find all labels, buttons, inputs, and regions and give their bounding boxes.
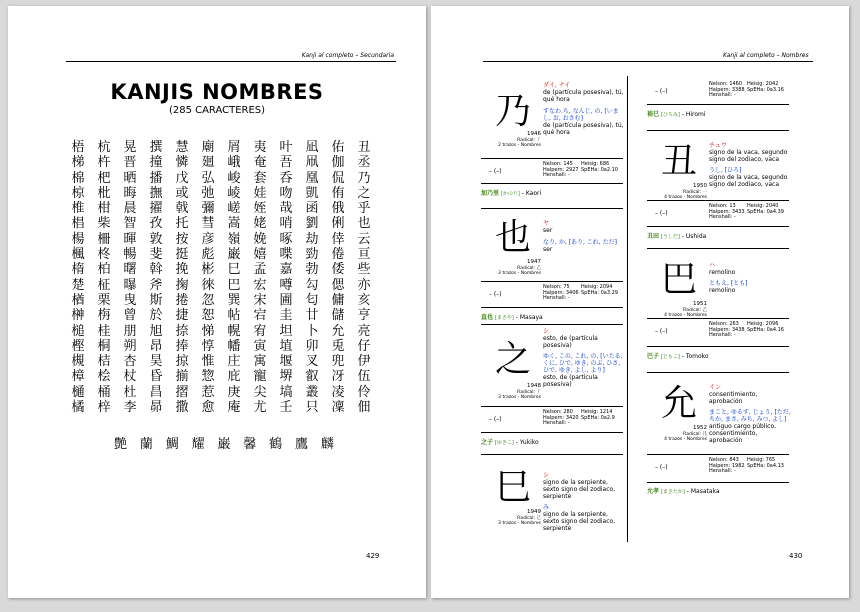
kun-meaning: remolino — [709, 287, 736, 294]
on-reading: ハ — [709, 262, 716, 269]
kanji-glyph: 丑 — [660, 141, 697, 182]
divider — [647, 226, 789, 227]
kun-meaning: signo de la vaca, segundo signo del zodiaco, vaca — [709, 174, 788, 188]
code-value: – (–) — [489, 416, 502, 423]
kun-reading: まこと, ゆるす, じょう, [ただ, ちか, まさ, みち, みつ, よし] — [709, 409, 791, 423]
divider — [647, 248, 789, 249]
kanji-glyph: 巳 — [494, 467, 531, 508]
kanji-column: 丑丞乃之乎也云亘些亦亥亨亮仔伊伍伶佃 — [357, 140, 371, 416]
kanji-entry — [647, 248, 789, 360]
kanji-column: 屑峨峻崚嵯嵩嶺巌巳巴巽帖幌幡庄庇庚庵 — [227, 140, 241, 416]
kanji-column: 晃晋晒晦晨智暉暢曙曝曳曾朋朔杏杖杜李 — [123, 140, 137, 416]
name-example: 允孝 [まさたか] - Masataka — [647, 488, 720, 495]
readings — [709, 142, 791, 188]
header-rule — [483, 61, 813, 62]
kanji-cell: 鷹 — [295, 437, 309, 452]
divider — [647, 372, 789, 373]
left-page-header: Kanji al completo – Secundaria — [301, 52, 394, 59]
on-reading: チュウ — [709, 142, 727, 149]
on-meaning: consentimiento, aprobación — [709, 391, 758, 405]
kanji-cell: 蘭 — [139, 437, 153, 452]
on-reading: ダイ, ナイ — [543, 82, 571, 89]
divider — [647, 104, 789, 105]
kanji-glyph: 乃 — [494, 91, 531, 132]
right-page — [431, 6, 849, 598]
on-meaning: signo de la serpiente, sexto signo del zodiaco, serpiente — [543, 479, 616, 500]
readings — [709, 262, 791, 294]
name-example: 丑田 [うしだ] - Ushida — [647, 233, 707, 240]
on-meaning: esto, de (partícula posesiva) — [543, 335, 598, 349]
kun-reading: ともえ, [とも] — [709, 280, 748, 287]
page-number: 430 — [789, 552, 803, 560]
kanji-column: 慧憐戊或戟托按挺挽掬捲捷捺捧掠揃摺撒 — [175, 140, 189, 416]
left-page — [8, 6, 426, 598]
kun-reading: すなわ.ち, なんじ, の, [いまし, お, おさむ] — [543, 108, 619, 122]
kanji-cell: 麟 — [320, 437, 334, 452]
kanji-column: 夷奄套娃姪姥娩嬉孟宏宋宕宥寅寓寵尖尤 — [253, 140, 267, 416]
readings — [543, 82, 625, 136]
kanji-column: 杭杵杷枇柑柴柵柊柏柾栗栴桂桐桔桧桶梓 — [97, 140, 111, 416]
divider — [481, 208, 623, 209]
readings — [543, 220, 625, 253]
divider — [481, 281, 623, 282]
kanji-meta: 1948 Radical: 丿 3 trazos - Nombres — [498, 383, 541, 400]
kanji-cell: 鶴 — [269, 437, 283, 452]
kanji-glyph: 之 — [494, 339, 531, 380]
dictionary-refs: Nelson: 843 Heisig: 765 Halpern: 1982 SpEHa: 0a4.13 Henshall: - — [709, 457, 784, 474]
kanji-glyph: 允 — [660, 383, 697, 424]
readings — [543, 328, 625, 388]
dictionary-refs: Nelson: 1460 Heisig: 2042 Halpern: 3388 SpEHa: 0a3.16 Henshall: - — [709, 81, 784, 98]
kanji-entry — [647, 130, 789, 242]
kanji-cell: 耀 — [191, 437, 205, 452]
header-rule — [66, 61, 396, 62]
divider — [647, 318, 789, 319]
divider — [647, 130, 789, 131]
kanji-meta: 1950 Radical: 一 4 trazos - Nombres — [664, 183, 707, 200]
dictionary-refs: Nelson: 13 Heisig: 2040 Halpern: 3433 SpEHa: 0a4.39 Henshall: - — [709, 203, 784, 220]
divider — [481, 183, 623, 184]
kanji-glyph: 也 — [494, 217, 531, 258]
divider — [481, 406, 623, 407]
kanji-column: 廟廻弘弛彌彗彦彪彬徠忽恕悌惇惟惣惹愈 — [201, 140, 215, 416]
on-reading: イン — [709, 384, 722, 391]
kanji-entry — [481, 82, 624, 197]
on-reading: シ — [543, 328, 550, 335]
kun-meaning: signo de la serpiente, sexto signo del zodiaco, serpiente — [543, 511, 616, 532]
kun-reading: み — [543, 504, 550, 511]
code-value: – (–) — [489, 168, 502, 175]
dictionary-refs: Nelson: 145 Heisig: 686 Halpern: 2927 SpEHa: 0a2.10 Henshall: - — [543, 161, 618, 178]
dictionary-refs: Nelson: 280 Heisig: 1214 Halpern: 3420 SpEHa: 0a2.9 Henshall: - — [543, 409, 615, 426]
name-example: 裕巳 [ひろみ] - Hiromi — [647, 111, 706, 118]
kanji-column: 梧梯棉椋椎椙楊楓楕楚楢榊槌樫槻樟樋橘 — [71, 140, 85, 416]
page-subtitle: (285 CARACTERES) — [168, 105, 266, 116]
kun-reading: ゆく, この, これ, の, [いたる, くに, ひで, ゆき, のぶ, ひさ, ひで, ゆき, よし, より] — [543, 353, 623, 374]
divider — [481, 324, 623, 325]
on-meaning: ser — [543, 227, 553, 234]
kanji-cell: 鯛 — [165, 437, 179, 452]
divider — [481, 158, 623, 159]
name-example: 之子 [ゆきこ] - Yukiko — [481, 439, 539, 446]
kanji-cell: 巌 — [217, 437, 231, 452]
on-meaning: remolino — [709, 269, 736, 276]
divider — [481, 432, 623, 433]
code-value: – (–) — [655, 88, 668, 95]
code-value: – (–) — [655, 464, 668, 471]
kanji-last-row — [114, 433, 334, 452]
code-value: – (–) — [655, 328, 668, 335]
kanji-entry — [481, 208, 623, 320]
kanji-entry — [481, 324, 623, 446]
kun-reading: うし, [ひろ] — [709, 167, 742, 174]
kanji-column: 佑伽侃侑俄俐倖倦倭偲傭儲允兎兜冴凌凜 — [331, 140, 345, 416]
kanji-entry — [481, 454, 623, 566]
kun-meaning: antiguo cargo público, consentimiento, aprobación — [709, 423, 777, 444]
kanji-glyph: 巴 — [660, 259, 697, 300]
kanji-cell: 艶 — [114, 437, 128, 452]
name-example: 巴子 [ともこ] - Tomoko — [647, 353, 709, 360]
divider — [647, 454, 789, 455]
kun-meaning: de (partícula posesiva), tú, qué hora — [543, 122, 624, 136]
kanji-entry — [647, 372, 791, 495]
kanji-cell: 馨 — [243, 437, 257, 452]
divider — [647, 346, 789, 347]
dictionary-refs: Nelson: 263 Heisig: 2096 Halpern: 3438 SpEHa: 0a4.16 Henshall: - — [709, 321, 784, 338]
divider — [647, 482, 789, 483]
column-divider — [627, 76, 628, 542]
divider — [481, 307, 623, 308]
name-example: 加乃里 [かのり] - Kaori — [481, 190, 542, 197]
code-value: – (–) — [489, 291, 502, 298]
on-meaning: de (partícula posesiva), tú, qué hora — [543, 89, 624, 103]
kanji-column: 凪凧凰凱函劉劫勁勃勾匂廿卜卯叉叡叢只 — [305, 140, 319, 416]
page-number: 429 — [366, 552, 380, 560]
kanji-meta: 1951 Radical: 乙 4 trazos - Nombres — [664, 301, 707, 318]
kun-meaning: esto, de (partícula posesiva) — [543, 374, 598, 388]
kanji-column: 叶吾呑吻哉哨啄喋嘉噂圃圭坦埴堰堺塙壬 — [279, 140, 293, 416]
kanji-meta: 1946 Radical: 丿 2 trazos - Nombres — [498, 131, 541, 148]
divider — [481, 454, 623, 455]
page-title: KANJIS NOMBRES — [110, 80, 324, 104]
right-page-header: Kanji al completo – Nombres — [723, 52, 809, 59]
dictionary-refs: Nelson: 75 Heisig: 2094 Halpern: 3406 SpEHa: 0a3.29 Henshall: - — [543, 284, 618, 301]
kanji-meta: 1949 Radical: 己 3 trazos - Nombres — [498, 509, 541, 526]
kanji-meta: 1947 Radical: 乙 3 trazos - Nombres — [498, 259, 541, 276]
kanji-meta: 1952 Radical: 儿 4 trazos - Nombres — [664, 425, 707, 442]
kun-meaning: ser — [543, 246, 553, 253]
kanji-column: 撰撞播撫擢孜敦斐斡斧斯於旭昂昊昏昌昴 — [149, 140, 163, 416]
name-example: 直也 [まさや] - Masaya — [481, 314, 543, 321]
kun-reading: なり, か, [あり, これ, ただ] — [543, 239, 617, 246]
on-meaning: signo de la vaca, segundo signo del zodiaco, vaca — [709, 149, 788, 163]
divider — [647, 200, 789, 201]
readings — [543, 472, 625, 532]
on-reading: シ — [543, 472, 550, 479]
on-reading: ヤ — [543, 220, 550, 227]
code-value: – (–) — [655, 210, 668, 217]
readings — [709, 384, 791, 444]
